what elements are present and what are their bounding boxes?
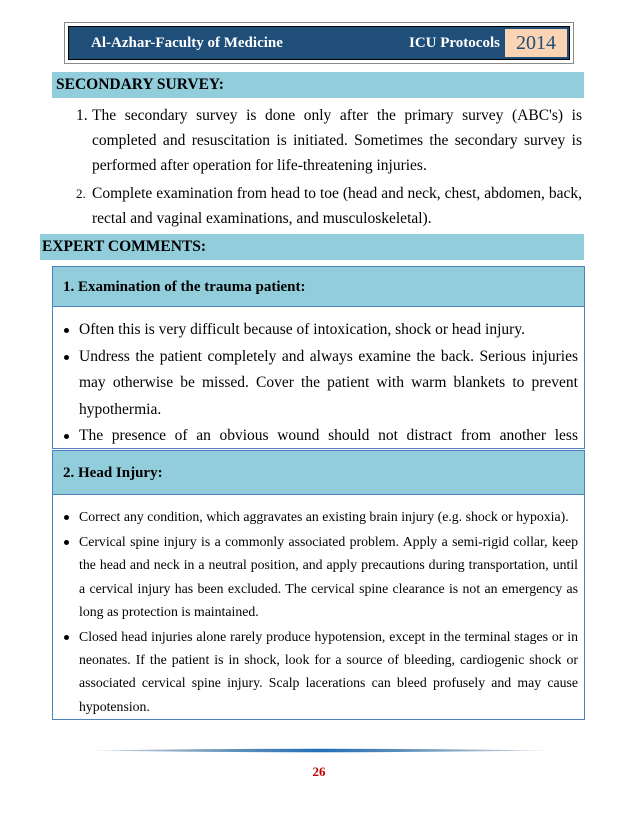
header-year: 2014 [505, 29, 567, 57]
list-item-number: 2. [76, 186, 86, 201]
list-item: Closed head injuries alone rarely produce hypotension, except in the terminal stages or in neonates. If the patient is in shock, look for a source of bleeding, cardiogenic shock or associated cervical spine injury. Scalp lacerations can bleed profusely and may cause hypotension. [53, 625, 584, 718]
list-item: Correct any condition, which aggravates an existing brain injury (e.g. shock or hypoxia). [53, 505, 584, 528]
list-item: Often this is very difficult because of intoxication, shock or head injury. [53, 317, 584, 344]
list-item-number: 1. [76, 107, 88, 124]
footer-divider [92, 748, 548, 753]
secondary-survey-list [62, 103, 582, 231]
list-item: The presence of an obvious wound should not distract from another less [53, 423, 584, 476]
head-injury-title: 2. Head Injury: [53, 451, 584, 495]
list-item [62, 181, 582, 231]
header-bar [68, 26, 570, 60]
list-item [62, 103, 582, 178]
expert-comments-heading: EXPERT COMMENTS: [40, 234, 584, 260]
page-number: 26 [312, 764, 326, 779]
head-injury-bullets [53, 495, 584, 718]
list-item-text: Complete examination from head to toe (head and neck, chest, abdomen, back, rectal and vaginal examinations, and musculoskeletal). [92, 185, 582, 227]
list-item-text: The secondary survey is done only after the primary survey (ABC's) is completed and resuscitation is initiated. Sometimes the secondary survey is performed after operation for life-threatening injuries. [92, 107, 582, 174]
secondary-survey-heading: SECONDARY SURVEY: [52, 72, 584, 98]
list-item: Undress the patient completely and always examine the back. Serious injuries may otherwise be missed. Cover the patient with warm blankets to prevent hypothermia. [53, 344, 584, 424]
list-item: Cervical spine injury is a commonly associated problem. Apply a semi-rigid collar, keep the head and neck in a neutral position, and apply precautions during transportation, until a cervical injury has been excluded. The cervical spine clearance is not an emergency as long as protection is maintained. [53, 530, 584, 623]
trauma-exam-box [52, 266, 585, 449]
trauma-exam-title: 1. Examination of the trauma patient: [53, 267, 584, 307]
page-header [64, 22, 574, 64]
head-injury-box [52, 450, 585, 720]
header-title: ICU Protocols [409, 35, 500, 51]
header-institution: Al-Azhar-Faculty of Medicine [91, 35, 283, 51]
